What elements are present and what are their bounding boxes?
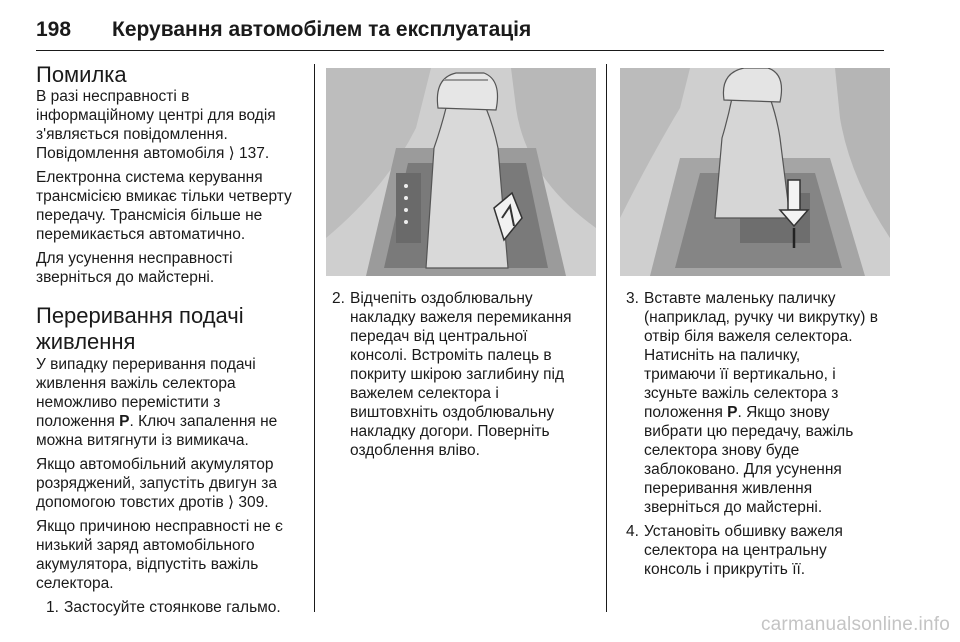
text-line: виштовхніть оздоблювальну (350, 404, 555, 421)
text-line: переривання живлення (644, 480, 813, 497)
page-reference-link[interactable]: 137. (239, 145, 270, 162)
text-line: селектора на центральну (644, 542, 827, 559)
text-line: отвір біля важеля селектора. (644, 328, 853, 345)
paragraph-power-interruption (36, 355, 304, 450)
text-line: Вставте маленьку паличку (644, 290, 836, 307)
text-line: заблоковано. Для усунення (644, 461, 842, 478)
text-line: В разі несправності в (36, 88, 190, 105)
text-line: важелем селектора і (350, 385, 499, 402)
text-line: інформаційному центрі для водія (36, 107, 276, 124)
watermark: carmanualsonline.info (760, 614, 950, 635)
step-text: Застосуйте стоянкове гальмо. (64, 599, 281, 616)
step-number: 1. (46, 599, 59, 616)
section-heading-power (36, 303, 304, 355)
text-line: тримаючи її вертикально, і (644, 366, 836, 383)
selector-release-illustration (620, 68, 890, 276)
text-line: накладку догори. Поверніть (350, 423, 550, 440)
text-line: допомогою товстих дротів (36, 494, 229, 511)
text-line: перемикається автоматично. (36, 226, 246, 243)
page-header-title: Керування автомобілем та експлуатація (112, 18, 532, 41)
text-line: зсуньте важіль селектора з (644, 385, 839, 402)
page-ref-arrow-icon: ⟩ (228, 145, 235, 162)
paragraph-workshop (36, 249, 304, 287)
text-line: селектора знову буде (644, 442, 800, 459)
text-line: Якщо автомобільний акумулятор (36, 456, 274, 473)
text-line: низький заряд автомобільного (36, 537, 255, 554)
text-line: Установіть обшивку важеля (644, 523, 843, 540)
gear-position-p: P (119, 413, 130, 430)
text-line: Відчепіть оздоблювальну (350, 290, 533, 307)
text-line: живлення важіль селектора (36, 375, 236, 392)
text-line: передач від центральної (350, 328, 528, 345)
text-line: Для усунення несправності (36, 250, 233, 267)
page-number: 198 (36, 18, 72, 41)
text-line: зверніться до майстерні. (36, 269, 215, 286)
paragraph-transmission (36, 168, 304, 244)
text-line: (наприклад, ручку чи викрутку) в (644, 309, 878, 326)
step-4 (620, 522, 890, 579)
text-line: акумулятора, відпустіть важіль (36, 556, 259, 573)
text-line: У випадку переривання подачі (36, 356, 256, 373)
text-line: зверніться до майстерні. (644, 499, 823, 516)
page-ref-arrow-icon: ⟩ (228, 494, 235, 511)
page-header (36, 16, 884, 51)
text-line: накладку важеля перемикання (350, 309, 572, 326)
text-line: покриту шкірою заглибину під (350, 366, 565, 383)
paragraph-battery (36, 455, 304, 512)
text-line: Повідомлення автомобіля (36, 145, 229, 162)
left-column (36, 62, 304, 622)
text-line: . Ключ запалення не (129, 413, 278, 430)
heading-line: Переривання подачі (36, 303, 244, 328)
text-line: положення (36, 413, 120, 430)
right-column (620, 68, 890, 584)
gear-lever-trim-photo (326, 68, 596, 276)
section-power-interruption (36, 303, 304, 617)
text-line: консоль і прикрутіть її. (644, 561, 806, 578)
text-line: Електронна система керування (36, 169, 263, 186)
step-2 (326, 289, 596, 460)
text-line: неможливо перемістити з (36, 394, 221, 411)
page-reference-link[interactable]: 309. (238, 494, 269, 511)
text-line: трансмісією вмикає тільки четверту (36, 188, 292, 205)
text-line: з'являється повідомлення. (36, 126, 228, 143)
text-line: розряджений, запустіть двигун за (36, 475, 277, 492)
selector-release-photo (620, 68, 890, 276)
text-line: селектора. (36, 575, 114, 592)
step-3 (620, 289, 890, 517)
column-divider (314, 64, 315, 612)
text-line: Натисніть на паличку, (644, 347, 801, 364)
gear-position-p: P (727, 404, 738, 421)
text-line: оздоблення вліво. (350, 442, 480, 459)
step-number: 2. (332, 290, 345, 307)
text-line: . Якщо знову (737, 404, 830, 421)
paragraph-release-selector (36, 517, 304, 593)
text-line: положення (644, 404, 728, 421)
step-1 (36, 598, 304, 617)
gear-lever-illustration (326, 68, 596, 276)
text-line: консолі. Встроміть палець в (350, 347, 552, 364)
heading-line: живлення (36, 329, 136, 354)
step-number: 4. (626, 523, 639, 540)
step-number: 3. (626, 290, 639, 307)
text-line: вибрати цю передачу, важіль (644, 423, 854, 440)
text-line: передачу. Трансмісія більше не (36, 207, 263, 224)
column-divider (606, 64, 607, 612)
paragraph-error-message (36, 87, 304, 163)
section-heading-error: Помилка (36, 62, 127, 87)
middle-column (326, 68, 596, 465)
text-line: можна витягнути із вимикача. (36, 432, 249, 449)
text-line: Якщо причиною несправності не є (36, 518, 283, 535)
